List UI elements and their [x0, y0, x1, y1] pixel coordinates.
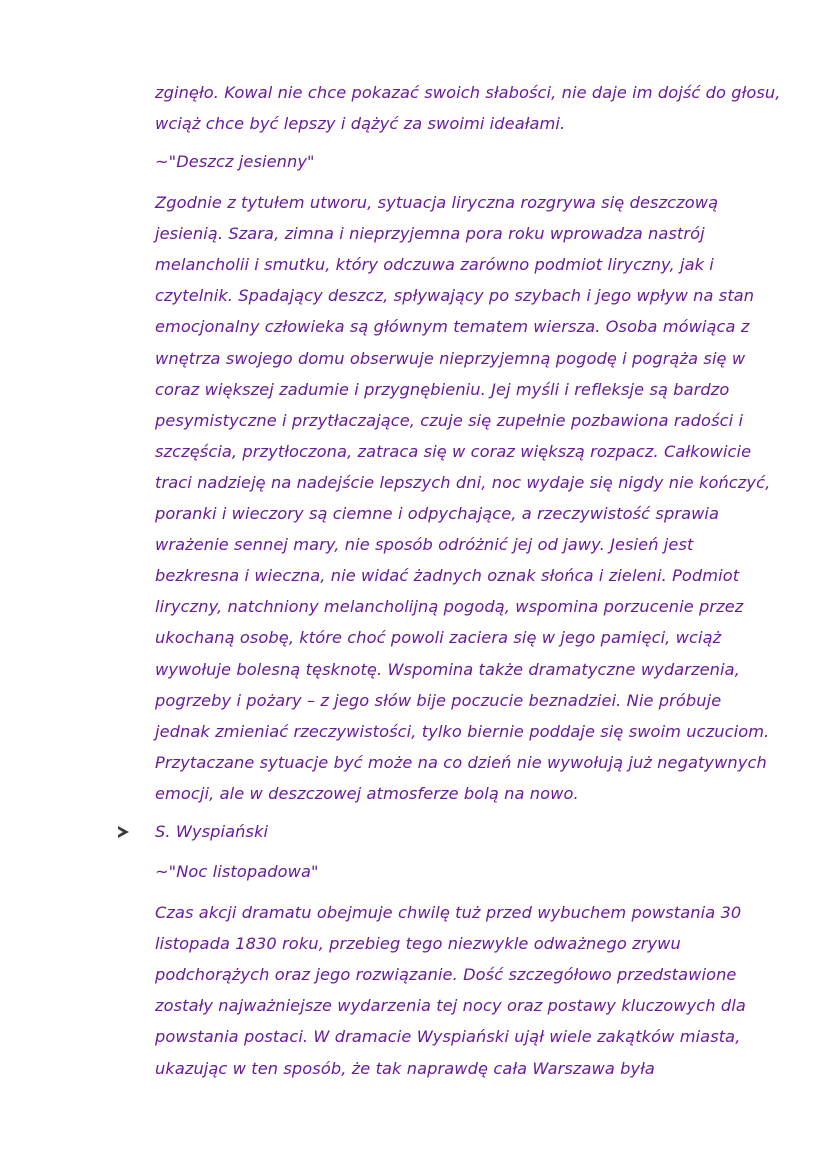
text-line: pogrzeby i pożary – z jego słów bije poczucie beznadziei. Nie próbuje	[155, 690, 722, 710]
text-line: jednak zmieniać rzeczywistości, tylko biernie poddaje się swoim uczuciom.	[155, 721, 770, 741]
section-heading-noc-listopadowa	[155, 862, 319, 881]
text-line: wciąż chce być lepszy i dążyć za swoimi ideałami.	[155, 114, 566, 134]
text-line: zostały najważniejsze wydarzenia tej nocy oraz postawy kluczowych dla	[155, 996, 746, 1016]
text-line: zginęło. Kowal nie chce pokazać swoich słabości, nie daje im dojść do głosu,	[155, 83, 781, 102]
section-heading-deszcz-jesienny	[155, 152, 315, 171]
text-line: czytelnik. Spadający deszcz, spływający po szybach i jego wpływ na stan	[155, 286, 755, 306]
text-line: listopada 1830 roku, przebieg tego niezwykle odważnego zrywu	[155, 934, 681, 954]
arrow-bullet-icon	[118, 826, 129, 838]
text-line: Zgodnie z tytułem utworu, sytuacja liryczna rozgrywa się deszczową	[155, 193, 719, 212]
text-line: szczęścia, przytłoczona, zatraca się w coraz większą rozpacz. Całkowicie	[155, 441, 752, 461]
text-line: poranki i wieczory są ciemne i odpychające, a rzeczywistość sprawia	[155, 504, 720, 523]
text-line: emocjonalny człowieka są głównym tematem wiersza. Osoba mówiąca z	[155, 317, 750, 337]
section-heading-text: ~"Deszcz jesienny"	[155, 152, 315, 171]
text-line: melancholii i smutku, który odczuwa zarówno podmiot liryczny, jak i	[155, 255, 714, 275]
text-line: Przytaczane sytuacje być może na co dzień nie wywołują już negatywnych	[155, 752, 767, 772]
text-line: coraz większej zadumie i przygnębieniu. Jej myśli i refleksje są bardzo	[155, 379, 730, 399]
text-line: wrażenie sennej mary, nie sposób odróżnić jej od jawy. Jesień jest	[155, 535, 694, 555]
text-line: powstania postaci. W dramacie Wyspiański ujął wiele zakątków miasta,	[155, 1027, 741, 1047]
text-line: wywołuje bolesną tęsknotę. Wspomina także dramatyczne wydarzenia,	[155, 659, 740, 679]
bullet-label: S. Wyspiański	[155, 822, 269, 841]
text-line: traci nadzieję na nadejście lepszych dni, noc wydaje się nigdy nie kończyć,	[155, 472, 771, 492]
text-line: emocji, ale w deszczowej atmosferze bolą na nowo.	[155, 783, 579, 803]
section-heading-text: ~"Noc listopadowa"	[155, 862, 319, 881]
text-line: Czas akcji dramatu obejmuje chwilę tuż przed wybuchem powstania 30	[155, 903, 742, 922]
text-line: podchorążych oraz jego rozwiązanie. Dość szczegółowo przedstawione	[155, 965, 737, 985]
text-line: liryczny, natchniony melancholijną pogodą, wspomina porzucenie przez	[155, 597, 744, 617]
text-line: ukazując w ten sposób, że tak naprawdę cała Warszawa była	[155, 1058, 655, 1078]
text-line: wnętrza swojego domu obserwuje nieprzyjemną pogodę i pogrąża się w	[155, 348, 746, 368]
text-line: ukochaną osobę, które choć powoli zaciera się w jego pamięci, wciąż	[155, 628, 722, 648]
text-line: pesymistyczne i przytłaczające, czuje się zupełnie pozbawiona radości i	[155, 410, 744, 430]
text-line: jesienią. Szara, zimna i nieprzyjemna pora roku wprowadza nastrój	[155, 224, 705, 244]
text-line: bezkresna i wieczna, nie widać żadnych oznak słońca i zieleni. Podmiot	[155, 566, 740, 586]
